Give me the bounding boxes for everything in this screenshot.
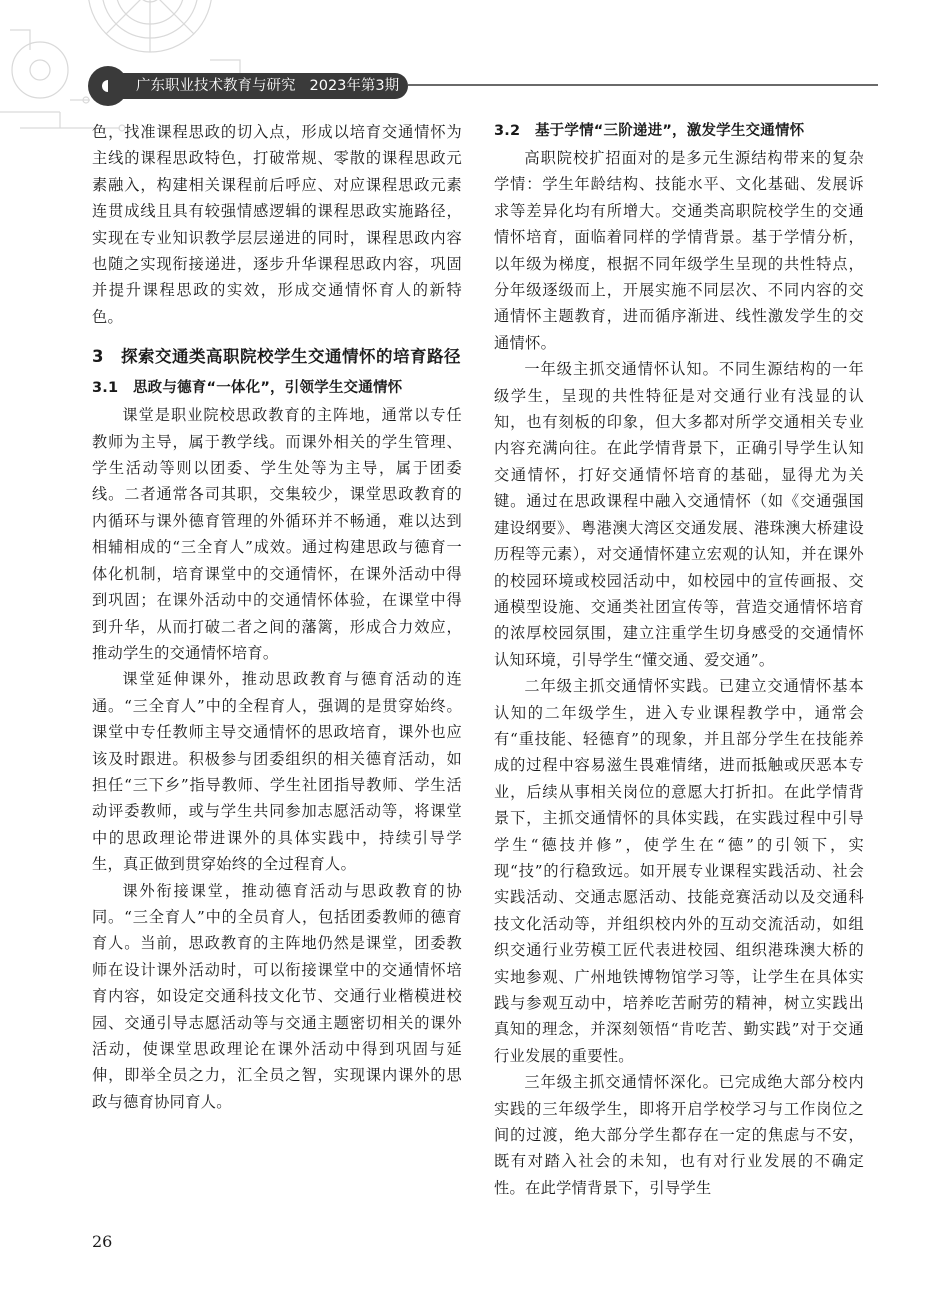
paragraph: 课堂是职业院校思政教育的主阵地，通常以专任教师为主导，属于教学线。而课外相关的学生管理、学生活动等则以团委、学生处等为主导，属于团委线。二者通常各司其职，交集较少，课堂思政教育的内循环与课外德育管理的外循环并不畅通，难以达到相辅相成的“三全育人”成效。通过构建思政与德育一体化机制，培育课堂中的交通情怀，在课外活动中得到巩固；在课外活动中的交通情怀体验，在课堂中得到升华，从而打破二者之间的藩篱，形成合力效应，推动学生的交通情怀培育。 bbox=[92, 406, 462, 662]
paragraph: 二年级主抓交通情怀实践。已建立交通情怀基本认知的二年级学生，进入专业课程教学中，通常会有“重技能、轻德育”的现象，并且部分学生在技能养成的过程中容易滋生畏难情绪，进而抵触或厌恶本专业，后续从事相关岗位的意愿大打折扣。在此学情背景下，主抓交通情怀的具体实践，在实践过程中引导学生“德技并修”，使学生在“德”的引领下，实现“技”的行稳致远。如开展专业课程实践活动、社会实践活动、交通志愿活动、技能竞赛活动以及交通科技文化活动等，并组织校内外的互动交流活动，如组织交通行业劳模工匠代表进校园、组织港珠澳大桥的实地参观、广州地铁博物馆学习等，让学生在具体实践与参观互动中，培养吃苦耐劳的精神，树立实践出真知的理念，并深刻领悟“肯吃苦、勤实践”对于交通行业发展的重要性。 bbox=[494, 677, 864, 1065]
paragraph: 课外衔接课堂，推动德育活动与思政教育的协同。“三全育人”中的全员育人，包括团委教师的德育育人。当前，思政教育的主阵地仍然是课堂，团委教师在设计课外活动时，可以衔接课堂中的交通情怀培育内容，如设定交通科技文化节、交通行业楷模进校园、交通引导志愿活动等与交通主题密切相关的课外活动，使课堂思政理论在课外活动中得到巩固与延伸，即举全员之力，汇全员之智，实现课内课外的思政与德育协同育人。 bbox=[92, 881, 462, 1111]
page-number: 26 bbox=[92, 1232, 113, 1251]
journal-issue: 2023年第3期 bbox=[309, 78, 400, 94]
right-column bbox=[494, 119, 864, 1201]
left-column bbox=[92, 119, 462, 1115]
header-rule bbox=[408, 84, 878, 86]
section-3-1-heading: 3.1 思政与德育“一体化”，引领学生交通情怀 bbox=[92, 380, 403, 397]
section-3-2-heading: 3.2 基于学情“三阶递进”，激发学生交通情怀 bbox=[494, 123, 805, 139]
section-3-heading: 3 探索交通类高职院校学生交通情怀的培育路径 bbox=[92, 347, 461, 367]
paragraph: 一年级主抓交通情怀认知。不同生源结构的一年级学生，呈现的共性特征是对交通行业有浅显的认知，也有刻板的印象，但大多都对所学交通相关专业内容充满向往。在此学情背景下，正确引导学生认知交通情怀，打好交通情怀培育的基础，显得尤为关键。通过在思政课程中融入交通情怀（如《交通强国建设纲要》、粤港澳大湾区交通发展、港珠澳大桥建设历程等元素），对交通情怀建立宏观的认知，并在课外的校园环境或校园活动中，如校园中的宣传画报、交通模型设施、交通类社团宣传等，营造交通情怀培育的浓厚校园氛围，建立注重学生切身感受的交通情怀认知环境，引导学生“懂交通、爱交通”。 bbox=[494, 360, 864, 669]
journal-header bbox=[88, 66, 868, 106]
journal-name: 广东职业技术教育与研究 bbox=[136, 78, 296, 94]
paragraph: 三年级主抓交通情怀深化。已完成绝大部分校内实践的三年级学生，即将开启学校学习与工作岗位之间的过渡，绝大部分学生都存在一定的焦虑与不安，既有对踏入社会的未知，也有对行业发展的不确定性。在此学情背景下，引导学生 bbox=[494, 1073, 864, 1197]
header-band bbox=[108, 73, 408, 99]
paragraph: 课堂延伸课外，推动思政教育与德育活动的连通。“三全育人”中的全程育人，强调的是贯穿始终。课堂中专任教师主导交通情怀的思政培育，课外也应该及时跟进。积极参与团委组织的相关德育活动，如担任“三下乡”指导教师、学生社团指导教师、学生活动评委教师，或与学生共同参加志愿活动等，将课堂中的思政理论带进课外的具体实践中，持续引导学生，真正做到贯穿始终的全过程育人。 bbox=[92, 670, 462, 874]
paragraph-continued: 色，找准课程思政的切入点，形成以培育交通情怀为主线的课程思政特色，打破常规、零散的课程思政元素融入，构建相关课程前后呼应、对应课程思政元素连贯成线且具有较强情感逻辑的课程思政实施路径，实现在专业知识教学层层递进的同时，课程思政内容也随之实现衔接递进，逐步升华课程思政内容，巩固并提升课程思政的实效，形成交通情怀育人的新特色。 bbox=[92, 123, 462, 326]
paragraph: 高职院校扩招面对的是多元生源结构带来的复杂学情：学生年龄结构、技能水平、文化基础、发展诉求等差异化均有所增大。交通类高职院校学生的交通情怀培育，面临着同样的学情背景。基于学情分析，以年级为梯度，根据不同年级学生呈现的共性特点，分年级逐级而上，开展实施不同层次、不同内容的交通情怀主题教育，进而循序渐进、线性激发学生的交通情怀。 bbox=[494, 149, 864, 352]
